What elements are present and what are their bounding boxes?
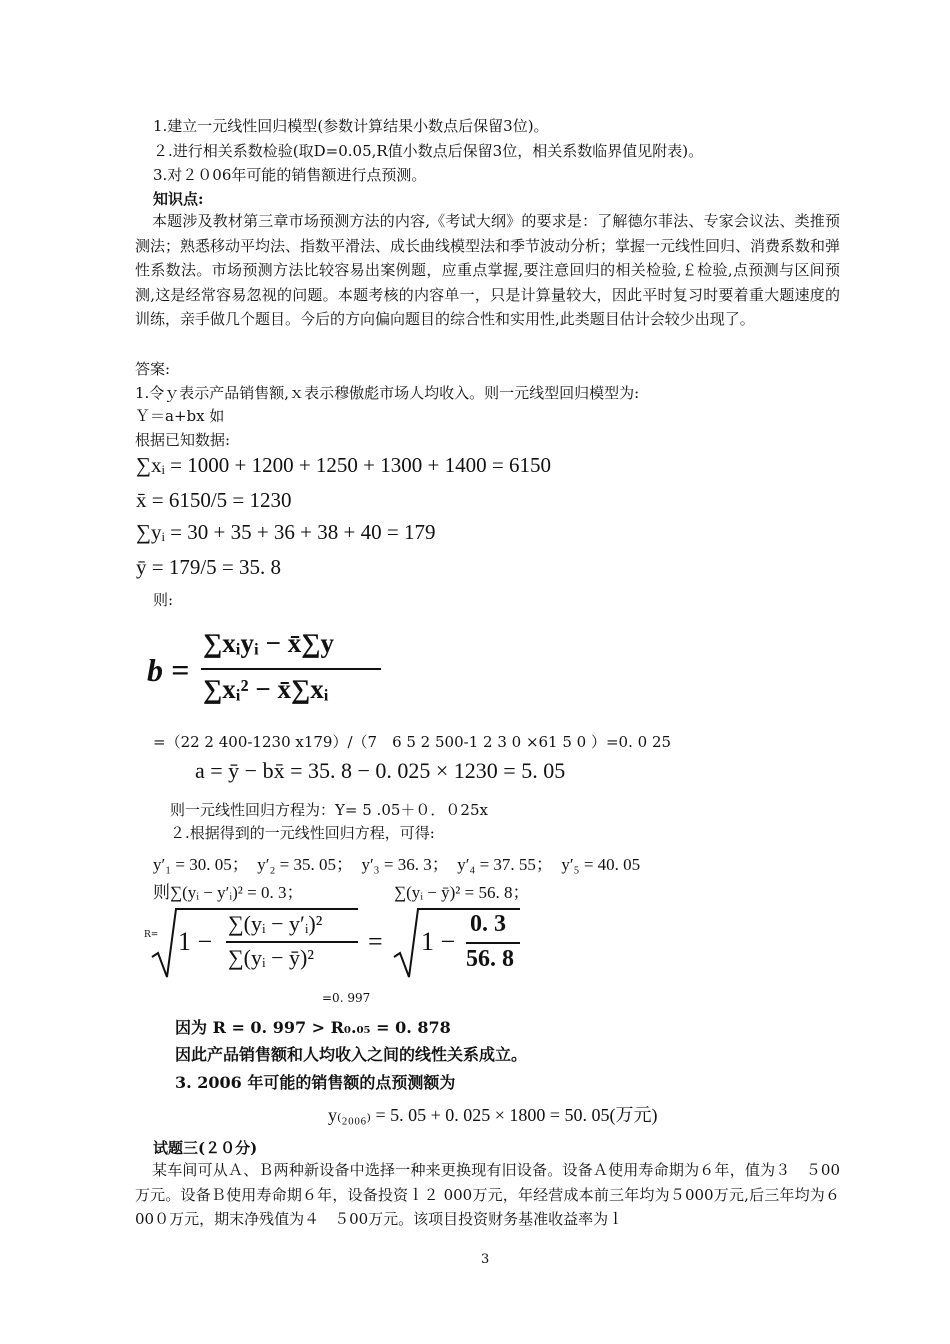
b-lhs: b = xyxy=(147,652,190,688)
b-calculation: =（22 2 400-1230 x179）/（7 6 5 2 500-1 2 3 0 ×61 5 0 ）=0. 0 25 xyxy=(153,733,672,751)
q3-paragraph: 某车间可从Ａ、Ｂ两种新设备中选择一种来更换现有旧设备。设备Ａ使用寿命期为６年，值为３ ５00万元。设备Ｂ使用寿命期６年，设备投资ｌ２ 000万元，年经营成本前三年均为５000万元,后三年均为６00０万元，期末净残值为４ ５00万元。该项目投资财务基准收益率为ｌ xyxy=(135,1161,840,1228)
b-fraction-line xyxy=(201,668,381,670)
step-3: 3. 2006 年可能的销售额的点预测额为 xyxy=(175,1073,456,1092)
r-label: R= xyxy=(144,930,159,940)
eq-sum-y: ∑yᵢ = 30 + 35 + 36 + 38 + 40 = 179 xyxy=(136,520,436,544)
question-3: 3.对２０06年可能的销售额进行点预测。 xyxy=(153,166,427,184)
r-fraction-line-2 xyxy=(466,942,520,944)
conclusion-line: 因此产品销售额和人均收入之间的线性关系成立。 xyxy=(175,1045,528,1064)
eq-mean-y: ȳ = 179/5 = 35. 8 xyxy=(136,555,282,579)
y-prime-values: y′₁ = 30. 05； y′₂ = 35. 05； y′₃ = 36. 3； y′₄ = 37. 55； y′₅ = 40. 05 xyxy=(153,855,641,874)
known-data-label: 根据已知数据: xyxy=(135,431,231,449)
r-denominator: ∑(yᵢ − ȳ)² xyxy=(228,945,314,970)
r-one-minus-2: 1 − xyxy=(421,927,456,956)
a-equation: a = ȳ − bx̄ = 35. 8 − 0. 025 × 1230 = 5. 05 xyxy=(195,758,566,783)
page-number: 3 xyxy=(481,1252,490,1267)
r-value: =0. 997 xyxy=(322,991,371,1005)
question-1: 1.建立一元线性回归模型(参数计算结果小数点后保留3位)。 xyxy=(153,117,549,135)
q3-heading: 试题三(２０分) xyxy=(153,1139,258,1157)
step-2: ２.根据得到的一元线性回归方程，可得: xyxy=(170,824,435,842)
b-denominator: ∑xᵢ² − x̄∑xᵢ xyxy=(203,674,329,704)
sum-squares-residual: 则∑(yᵢ − y′ᵢ)² = 0. 3； xyxy=(153,883,304,902)
because-line: 因为 R = 0. 997 > R₀.₀₅ = 0. 878 xyxy=(175,1018,451,1037)
b-formula xyxy=(145,628,405,718)
answer-label: 答案: xyxy=(135,360,171,378)
r-denominator-2: 56. 8 xyxy=(466,946,514,972)
r-numerator: ∑(yᵢ − y′ᵢ)² xyxy=(228,911,323,936)
then-label: 则: xyxy=(153,591,174,609)
r-formula xyxy=(140,905,540,985)
knowledge-paragraph: 本题涉及教材第三章市场预测方法的内容,《考试大纲》的要求是：了解德尔菲法、专家会议法、类推预测法；熟悉移动平均法、指数平滑法、成长曲线模型法和季节波动分析；掌握一元线性回归、消费系数和弹性系数法。市场预测方法比较容易出案例题，应重点掌握,要注意回归的相关检验,￡检验,点预测与区间预测,这是经常容易忽视的问题。本题考核的内容单一，只是计算量较大，因此平时复习时要着重大题速度的训练，亲手做几个题目。今后的方向偏向题目的综合性和实用性,此类题目估计会较少出现了。 xyxy=(135,212,841,328)
r-fraction-line xyxy=(226,941,358,943)
r-one-minus: 1 − xyxy=(178,927,213,956)
question-2: ２.进行相关系数检验(取D=0.05,R值小数点后保留3位，相关系数临界值见附表)。 xyxy=(153,142,704,160)
sum-squares-total: ∑(yᵢ − ȳ)² = 56. 8； xyxy=(394,883,530,902)
answer-line-1: 1.令ｙ表示产品销售额,ｘ表示穆傲彪市场人均收入。则一元线型回归模型为: xyxy=(135,384,640,402)
model-formula: Ｙ＝a+bx 如 xyxy=(135,407,225,425)
r-numerator-2: 0. 3 xyxy=(470,911,506,937)
eq-sum-x: ∑xᵢ = 1000 + 1200 + 1250 + 1300 + 1400 = 6150 xyxy=(136,453,551,477)
eq-mean-x: x̄ = 6150/5 = 1230 xyxy=(136,488,292,512)
b-numerator: ∑xᵢyᵢ − x̄∑y xyxy=(203,628,334,658)
forecast-equation: y₍₂₀₀₆₎ = 5. 05 + 0. 025 × 1800 = 50. 05(万元) xyxy=(328,1105,658,1125)
knowledge-heading: 知识点: xyxy=(153,190,204,208)
r-equals: = xyxy=(368,927,383,956)
regression-equation: 则一元线性回归方程为：Y= 5 .05＋０．０25x xyxy=(170,801,488,819)
